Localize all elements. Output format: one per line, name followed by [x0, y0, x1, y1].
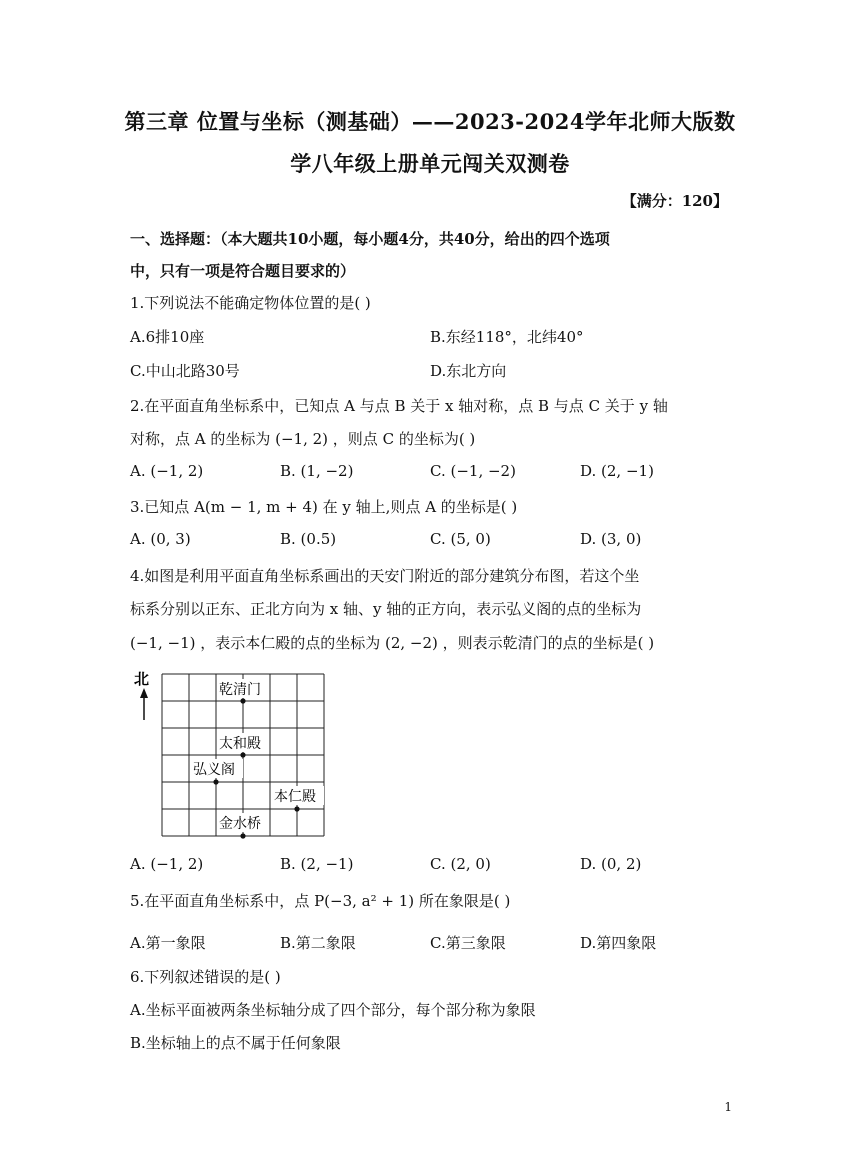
question-2-option-b: B. (1, −2)	[280, 462, 354, 480]
point-benrendian	[294, 806, 299, 811]
question-1-option-a: A.6排10座	[130, 328, 205, 346]
question-3-stem: 3.已知点 A(m − 1, m + 4) 在 y 轴上,则点 A 的坐标是( )	[130, 498, 518, 516]
question-4-stem-line2: 标系分别以正东、正北方向为 x 轴、y 轴的正方向，表示弘义阁的点的坐标为	[130, 600, 642, 618]
question-3-option-c: C. (5, 0)	[430, 530, 491, 548]
point-qianqingmen	[240, 698, 245, 703]
question-5-option-a: A.第一象限	[130, 934, 206, 952]
label-jinshuiqiao: 金水桥	[219, 816, 261, 832]
question-6-stem: 6.下列叙述错误的是( )	[130, 968, 281, 986]
question-1-option-c: C.中山北路30号	[130, 362, 240, 380]
question-4-option-d: D. (0, 2)	[580, 855, 642, 873]
point-jinshuiqiao	[240, 833, 245, 838]
page-number: 1	[724, 1100, 732, 1114]
question-4-option-a: A. (−1, 2)	[130, 855, 204, 873]
question-5-option-c: C.第三象限	[430, 934, 506, 952]
label-benrendian: 本仁殿	[274, 789, 316, 805]
question-4-option-b: B. (2, −1)	[280, 855, 354, 873]
question-6-option-b: B.坐标轴上的点不属于任何象限	[130, 1034, 341, 1052]
point-hongyige	[213, 779, 218, 784]
north-label: 北	[134, 670, 150, 688]
question-6-option-a: A.坐标平面被两条坐标轴分成了四个部分，每个部分称为象限	[130, 1001, 536, 1019]
full-score-label: 【满分：120】	[621, 192, 728, 210]
question-1-option-d: D.东北方向	[430, 362, 507, 380]
section-heading-line2: 中，只有一项是符合题目要求的）	[130, 262, 356, 280]
question-2-stem-line2: 对称，点 A 的坐标为 (−1, 2) ，则点 C 的坐标为( )	[130, 430, 476, 448]
question-3-option-b: B. (0.5)	[280, 530, 337, 548]
question-5-stem: 5.在平面直角坐标系中，点 P(−3, a² + 1) 所在象限是( )	[130, 892, 511, 910]
question-2-option-c: C. (−1, −2)	[430, 462, 516, 480]
question-4-stem-line1: 4.如图是利用平面直角坐标系画出的天安门附近的部分建筑分布图，若这个坐	[130, 567, 640, 585]
section-heading-line1: 一、选择题：（本大题共10小题，每小题4分，共40分，给出的四个选项	[130, 230, 610, 248]
question-4-stem-line3: (−1, −1) ，表示本仁殿的点的坐标为 (2, −2) ，则表示乾清门的点的坐标是( )	[130, 634, 655, 652]
document-title-line2: 学八年级上册单元闯关双测卷	[290, 151, 570, 176]
question-1-option-b: B.东经118°，北纬40°	[430, 328, 584, 346]
label-hongyige: 弘义阁	[193, 762, 235, 778]
question-3-option-a: A. (0, 3)	[130, 530, 191, 548]
building-grid-figure	[128, 664, 333, 846]
question-5-option-d: D.第四象限	[580, 934, 657, 952]
question-3-option-d: D. (3, 0)	[580, 530, 642, 548]
question-1-stem: 1.下列说法不能确定物体位置的是( )	[130, 294, 371, 312]
label-qianqingmen: 乾清门	[219, 682, 261, 698]
question-2-stem-line1: 2.在平面直角坐标系中，已知点 A 与点 B 关于 x 轴对称，点 B 与点 C 关于 y 轴	[130, 397, 668, 415]
document-title-line1: 第三章 位置与坐标（测基础）——2023-2024学年北师大版数	[124, 109, 736, 134]
question-2-option-d: D. (2, −1)	[580, 462, 654, 480]
question-5-option-b: B.第二象限	[280, 934, 356, 952]
question-2-option-a: A. (−1, 2)	[130, 462, 204, 480]
point-taihedian	[240, 752, 245, 757]
label-taihedian: 太和殿	[219, 736, 261, 752]
question-4-option-c: C. (2, 0)	[430, 855, 491, 873]
north-arrow-icon	[140, 688, 148, 720]
